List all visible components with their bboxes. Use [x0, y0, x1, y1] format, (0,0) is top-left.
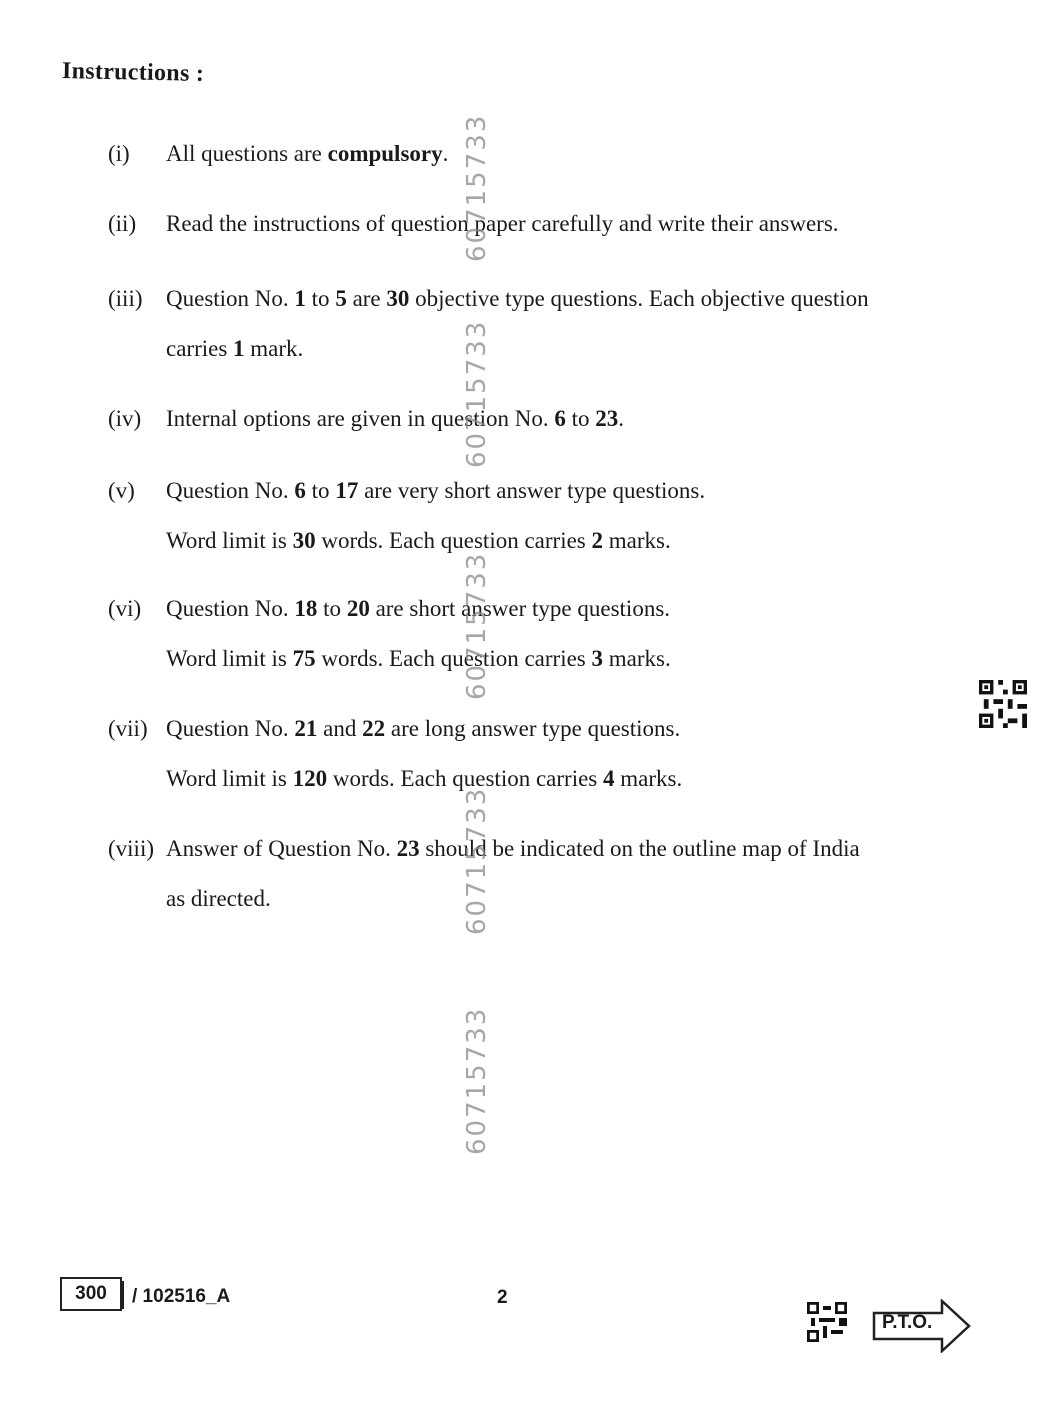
- watermark-serial: 60715733: [462, 551, 492, 700]
- centre-code-box: 300: [60, 1277, 122, 1311]
- instruction-text: [166, 755, 998, 803]
- pto-arrow: [872, 1299, 972, 1353]
- instruction-text: [166, 325, 998, 373]
- instruction-item: [108, 467, 998, 565]
- qr-code-icon: [978, 680, 1028, 728]
- watermark-serial: 60715733: [462, 113, 492, 262]
- watermark-serial: 60715733: [462, 1006, 492, 1155]
- page-number: 2: [497, 1287, 508, 1308]
- watermark-serial: 60715733: [462, 786, 492, 935]
- instruction-text: [166, 395, 998, 443]
- instruction-text: [166, 585, 998, 633]
- text-segment: and: [317, 716, 363, 741]
- text-segment: Internal options are given in question No.: [166, 406, 555, 431]
- paper-code: / 102516_A: [132, 1286, 231, 1307]
- bold-value: 3: [591, 646, 603, 671]
- instructions-heading: Instructions :: [61, 58, 205, 87]
- instruction-number: (i): [108, 141, 130, 166]
- instruction-number: (vii): [108, 716, 148, 741]
- instruction-text: [166, 875, 998, 923]
- bold-value: 23: [595, 406, 619, 431]
- text-segment: Read the instructions of question paper carefully and write their answers.: [166, 211, 839, 236]
- bold-value: 23: [396, 836, 420, 861]
- watermark-serial: 60715733: [462, 319, 492, 468]
- bold-value: 30: [386, 286, 410, 311]
- instruction-item: [108, 395, 998, 443]
- bold-value: 120: [292, 766, 328, 791]
- text-segment: objective type questions. Each objective question: [409, 286, 869, 311]
- bold-value: 4: [603, 766, 615, 791]
- text-segment: words. Each question carries: [315, 646, 592, 671]
- text-segment: marks.: [603, 528, 671, 553]
- bold-value: 22: [362, 716, 386, 741]
- text-segment: Word limit is: [166, 766, 293, 791]
- bold-value: 18: [294, 596, 318, 621]
- text-segment: to: [305, 286, 336, 311]
- instruction-text: [166, 467, 998, 515]
- instruction-number: (viii): [108, 836, 154, 861]
- text-segment: marks.: [603, 646, 671, 671]
- text-segment: marks.: [614, 766, 683, 791]
- text-segment: Answer of Question No.: [166, 836, 397, 861]
- instruction-text: [166, 200, 998, 248]
- text-segment: are very short answer type questions.: [358, 478, 706, 503]
- instruction-item: [108, 200, 998, 248]
- text-segment: should be indicated on the outline map of India: [419, 836, 860, 861]
- bold-value: 75: [292, 646, 316, 671]
- bold-value: 6: [294, 478, 306, 503]
- text-segment: Word limit is: [166, 646, 293, 671]
- bold-value: 1: [233, 336, 245, 361]
- text-segment: mark.: [244, 336, 304, 361]
- instruction-item: [108, 275, 998, 373]
- bold-value: 20: [346, 596, 370, 621]
- text-segment: are short answer type questions.: [369, 596, 671, 621]
- instruction-text: [166, 705, 998, 753]
- instruction-text: [166, 825, 998, 873]
- text-segment: to: [565, 406, 596, 431]
- instruction-item: [108, 585, 998, 683]
- text-segment: Word limit is: [166, 528, 293, 553]
- barcode-icon: [806, 1302, 848, 1342]
- pto-label: P.T.O.: [882, 1312, 933, 1333]
- text-segment: .: [618, 406, 625, 431]
- bold-value: 6: [554, 406, 566, 431]
- bold-value: 5: [335, 286, 347, 311]
- instruction-number: (v): [108, 478, 135, 503]
- bold-value: 2: [591, 528, 603, 553]
- bold-value: 30: [292, 528, 316, 553]
- text-segment: carries: [166, 336, 234, 361]
- text-segment: as directed.: [166, 886, 271, 911]
- instruction-item: [108, 705, 998, 803]
- text-segment: are long answer type questions.: [385, 716, 681, 741]
- text-segment: Question No.: [166, 286, 295, 311]
- bold-value: 17: [335, 478, 359, 503]
- text-segment: .: [442, 141, 449, 166]
- instruction-number: (iv): [108, 406, 142, 431]
- text-segment: to: [317, 596, 347, 621]
- bold-value: 21: [294, 716, 318, 741]
- bold-value: compulsory: [327, 141, 443, 166]
- instruction-text: [166, 517, 998, 565]
- instruction-number: (iii): [108, 286, 143, 311]
- text-segment: All questions are: [166, 141, 328, 166]
- instruction-text: [166, 275, 998, 323]
- instruction-text: [166, 130, 998, 178]
- text-segment: Question No.: [166, 716, 295, 741]
- instruction-text: [166, 635, 998, 683]
- instruction-number: (ii): [108, 211, 137, 236]
- text-segment: words. Each question carries: [327, 766, 603, 791]
- text-segment: Question No.: [166, 478, 295, 503]
- instruction-number: (vi): [108, 596, 142, 621]
- text-segment: to: [305, 478, 336, 503]
- instruction-item: [108, 130, 998, 178]
- bold-value: 1: [294, 286, 306, 311]
- instruction-item: [108, 825, 998, 923]
- text-segment: words. Each question carries: [315, 528, 592, 553]
- divider: [122, 1281, 124, 1309]
- text-segment: are: [346, 286, 387, 311]
- text-segment: Question No.: [166, 596, 295, 621]
